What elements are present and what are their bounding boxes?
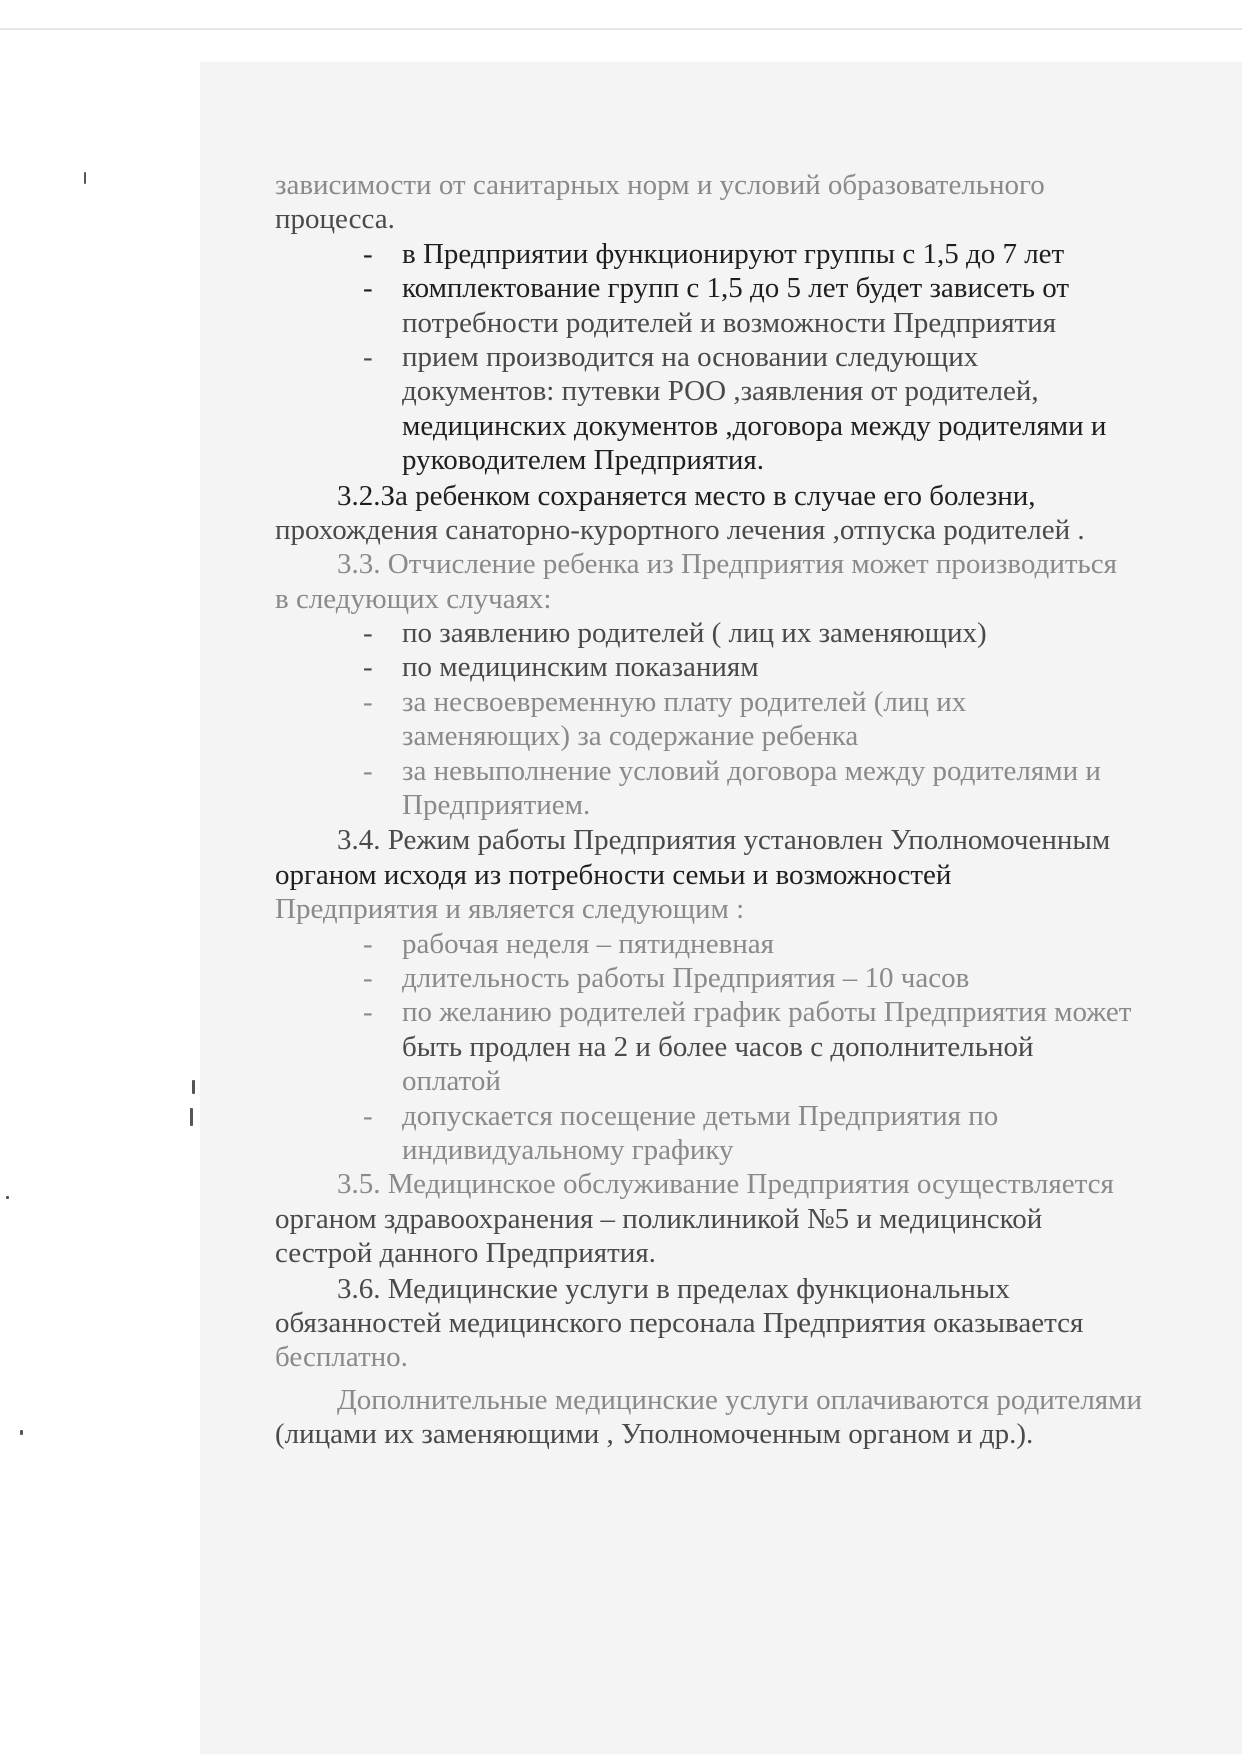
list-item bbox=[275, 961, 1230, 995]
list-item-continuation: руководителем Предприятия. bbox=[402, 444, 765, 477]
list-item-text: за невыполнение условий договора между родителями и bbox=[402, 754, 1101, 787]
paragraph-3-4-line: Предприятия и является следующим : bbox=[275, 893, 745, 926]
list-item-continuation: заменяющих) за содержание ребенка bbox=[402, 720, 859, 753]
list-item-continuation: медицинских документов ,договора между родителями и bbox=[402, 409, 1107, 442]
document-body bbox=[275, 168, 1230, 1451]
list-dash: - bbox=[363, 961, 373, 994]
list-item-continuation: индивидуальному графику bbox=[402, 1133, 734, 1166]
list-item-continuation: Предприятием. bbox=[402, 789, 591, 822]
paragraph-3-2-line: 3.2.За ребенком сохраняется место в случае его болезни, bbox=[337, 479, 1036, 512]
list-item bbox=[275, 754, 1230, 788]
list-dash: - bbox=[363, 272, 373, 305]
paragraph-3-6-line: бесплатно. bbox=[275, 1341, 408, 1374]
scan-speck bbox=[190, 1108, 193, 1126]
list-item-continuation: потребности родителей и возможности Предприятия bbox=[402, 306, 1057, 339]
list-item-text: прием производится на основании следующих bbox=[402, 340, 979, 373]
list-item-text: по заявлению родителей ( лиц их заменяющих) bbox=[402, 617, 987, 650]
list-dash: - bbox=[363, 754, 373, 787]
list-item-text: за несвоевременную плату родителей (лиц их bbox=[402, 685, 967, 718]
list-item-text: допускается посещение детьми Предприятия по bbox=[402, 1099, 999, 1132]
list-item-continuation: быть продлен на 2 и более часов с дополнительной bbox=[402, 1030, 1034, 1063]
list-item-text: рабочая неделя – пятидневная bbox=[402, 927, 774, 960]
list-dash: - bbox=[363, 685, 373, 718]
paragraph-3-4-line: органом исходя из потребности семьи и возможностей bbox=[275, 858, 952, 891]
list-item bbox=[275, 650, 1230, 684]
text-line: процесса. bbox=[275, 203, 395, 236]
scan-speck bbox=[192, 1080, 195, 1094]
text-line: зависимости от санитарных норм и условий образовательного bbox=[275, 169, 1045, 201]
paragraph-3-5-line: органом здравоохранения – поликлиникой №5 и медицинской bbox=[275, 1202, 1043, 1235]
list-dash: - bbox=[363, 340, 373, 373]
list-item-text: в Предприятии функционируют группы с 1,5 до 7 лет bbox=[402, 237, 1065, 270]
paragraph-3-5-line: сестрой данного Предприятия. bbox=[275, 1237, 656, 1270]
list-item bbox=[275, 616, 1230, 650]
list-item bbox=[275, 995, 1230, 1029]
paragraph-3-3-line: в следующих случаях: bbox=[275, 582, 552, 615]
scan-speck bbox=[20, 1430, 23, 1435]
paragraph-additional-line: (лицами их заменяющими , Уполномоченным органом и др.). bbox=[275, 1418, 1034, 1451]
paragraph-3-4-line: 3.4. Режим работы Предприятия установлен Уполномоченным bbox=[337, 824, 1111, 857]
paragraph-3-5-line: 3.5. Медицинское обслуживание Предприятия осуществляется bbox=[337, 1168, 1114, 1201]
list-item-text: длительность работы Предприятия – 10 часов bbox=[402, 961, 970, 994]
paragraph-3-6-line: обязанностей медицинского персонала Предприятия оказывается bbox=[275, 1306, 1084, 1339]
list-item bbox=[275, 927, 1230, 961]
list-item bbox=[275, 237, 1230, 271]
paragraph-additional-line: Дополнительные медицинские услуги оплачиваются родителями bbox=[337, 1383, 1143, 1416]
scan-speck bbox=[6, 1196, 9, 1199]
list-item bbox=[275, 340, 1230, 374]
scan-speck bbox=[84, 172, 86, 184]
list-item-text: комплектование групп с 1,5 до 5 лет будет зависеть от bbox=[402, 272, 1070, 305]
list-dash: - bbox=[363, 927, 373, 960]
list-dash: - bbox=[363, 996, 373, 1029]
list-item-continuation: оплатой bbox=[402, 1065, 501, 1098]
paragraph-3-6-line: 3.6. Медицинские услуги в пределах функциональных bbox=[337, 1272, 1010, 1305]
paragraph-3-3-line: 3.3. Отчисление ребенка из Предприятия может производиться bbox=[337, 548, 1117, 581]
list-dash: - bbox=[363, 1099, 373, 1132]
list-item-text: по медицинским показаниям bbox=[402, 651, 759, 684]
list-item bbox=[275, 1099, 1230, 1133]
list-dash: - bbox=[363, 237, 373, 270]
list-item bbox=[275, 271, 1230, 305]
list-item-text: по желанию родителей график работы Предприятия может bbox=[402, 996, 1132, 1029]
list-dash: - bbox=[363, 617, 373, 650]
list-item-continuation: документов: путевки РОО ,заявления от родителей, bbox=[402, 375, 1039, 408]
list-dash: - bbox=[363, 651, 373, 684]
paragraph-3-2-line: прохождения санаторно-курортного лечения ,отпуска родителей . bbox=[275, 513, 1085, 546]
list-item bbox=[275, 685, 1230, 719]
scan-top-edge bbox=[0, 28, 1242, 30]
